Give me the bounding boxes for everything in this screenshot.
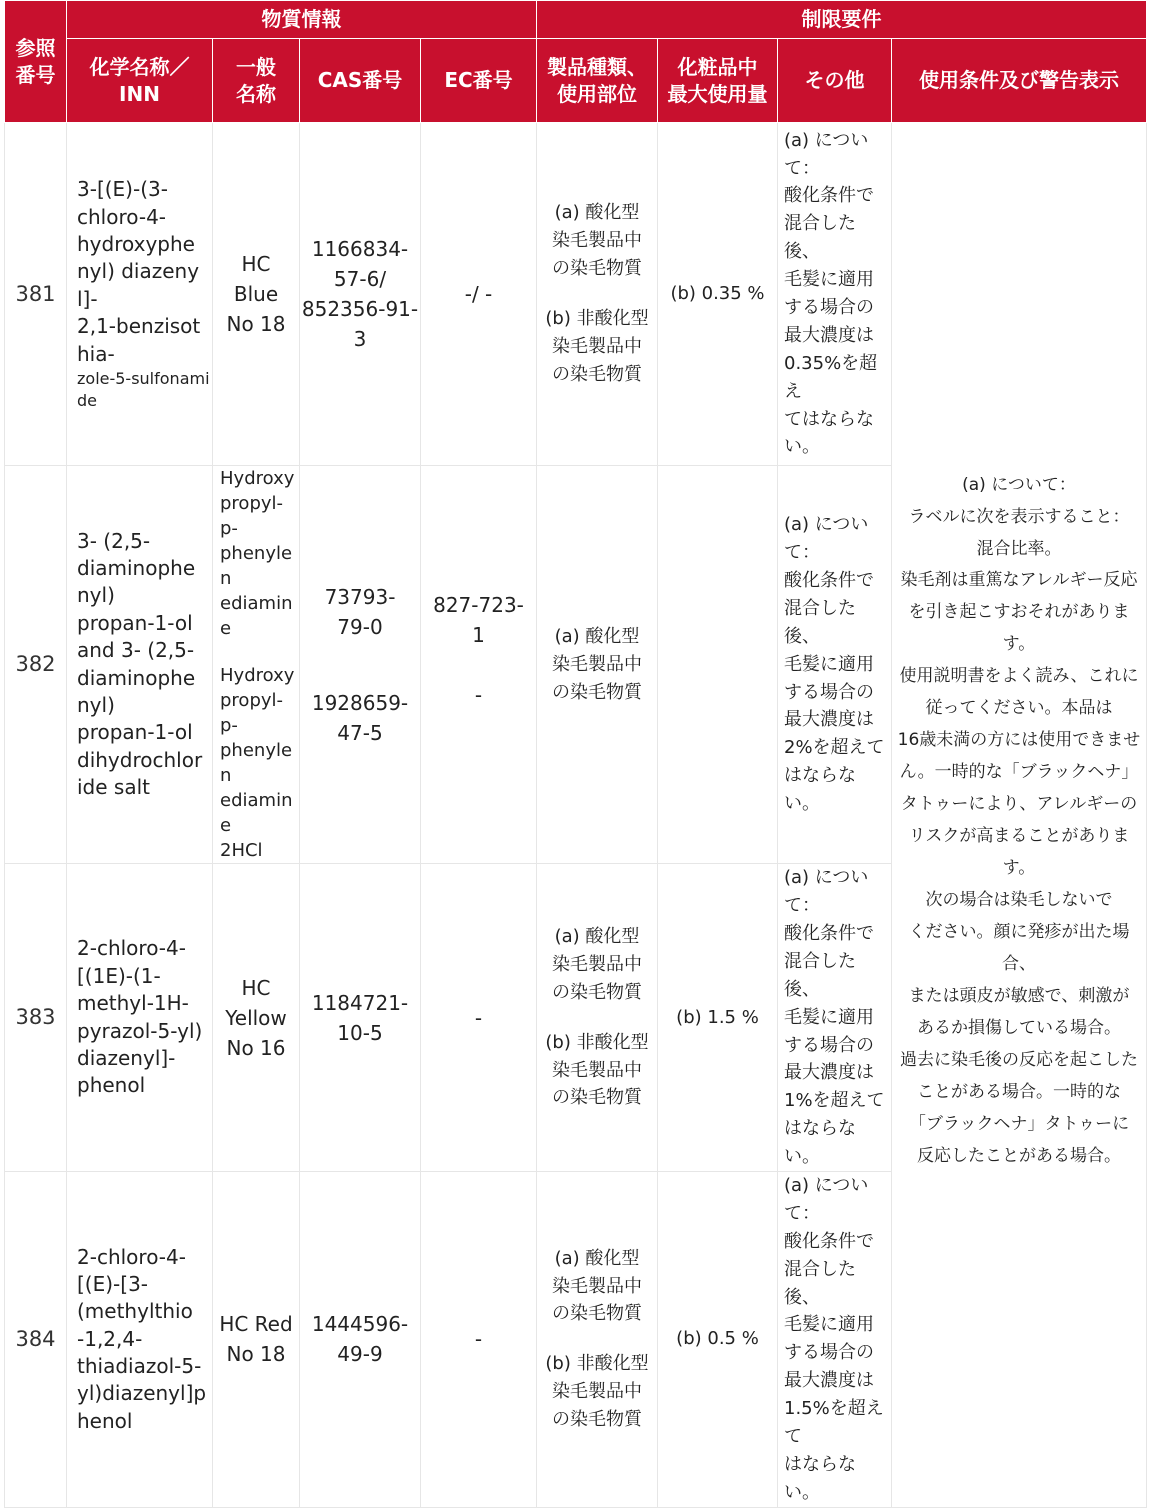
other-conditions: (a) について： 酸化条件で 混合した後、 毛髪に適用 する場合の 最大濃度は 1.5%を超えて はならない。 bbox=[778, 1172, 892, 1508]
other-conditions: (a) について： 酸化条件で 混合した後、 毛髪に適用 する場合の 最大濃度は 1%を超えて はならない。 bbox=[778, 864, 892, 1172]
generic-name: HC Yellow No 16 bbox=[213, 864, 300, 1172]
product-type: (a) 酸化型 染毛製品中 の染毛物質 (b) 非酸化型 染毛製品中 の染毛物質 bbox=[537, 864, 658, 1172]
header-ref-number: 参照 番号 bbox=[5, 1, 67, 123]
ec-number: 827-723- 1 - bbox=[421, 466, 537, 864]
ref-number: 383 bbox=[5, 864, 67, 1172]
cas-number: 1444596- 49-9 bbox=[300, 1172, 421, 1508]
header-ec-number: EC番号 bbox=[421, 39, 537, 123]
chemical-name: 3- (2,5- diaminophe nyl) propan-1-ol and 3- (2,5- diaminophe nyl) propan-1-ol dihydrochlor ide salt bbox=[67, 466, 213, 864]
chemical-name: 2-chloro-4- [(E)-[3- (methylthio -1,2,4- thiadiazol-5- yl)diazenyl]p henol bbox=[67, 1172, 213, 1508]
header-restrictions: 制限要件 bbox=[537, 1, 1147, 39]
chemical-name: 2-chloro-4- [(1E)-(1- methyl-1H- pyrazol-5-yl) diazenyl]- phenol bbox=[67, 864, 213, 1172]
product-type: (a) 酸化型 染毛製品中 の染毛物質 (b) 非酸化型 染毛製品中 の染毛物質 bbox=[537, 123, 658, 466]
header-max-concentration: 化粧品中 最大使用量 bbox=[658, 39, 778, 123]
other-conditions: (a) について： 酸化条件で 混合した後、 毛髪に適用 する場合の 最大濃度は 0.35%を超え てはならない。 bbox=[778, 123, 892, 466]
ec-number: - bbox=[421, 864, 537, 1172]
header-product-type: 製品種類、 使用部位 bbox=[537, 39, 658, 123]
ec-number: -/ - bbox=[421, 123, 537, 466]
product-type: (a) 酸化型 染毛製品中 の染毛物質 (b) 非酸化型 染毛製品中 の染毛物質 bbox=[537, 1172, 658, 1508]
generic-name: HC Red No 18 bbox=[213, 1172, 300, 1508]
max-concentration: (b) 0.5 % bbox=[658, 1172, 778, 1508]
max-concentration bbox=[658, 466, 778, 864]
ec-number: - bbox=[421, 1172, 537, 1508]
ref-number: 382 bbox=[5, 466, 67, 864]
header-chemical-name: 化学名称／ INN bbox=[67, 39, 213, 123]
table-row bbox=[5, 123, 1147, 466]
cas-number: 1184721- 10-5 bbox=[300, 864, 421, 1172]
header-other: その他 bbox=[778, 39, 892, 123]
regulation-table bbox=[4, 0, 1147, 1508]
cas-number: 1166834- 57-6/ 852356-91-3 bbox=[300, 123, 421, 466]
max-concentration: (b) 1.5 % bbox=[658, 864, 778, 1172]
cas-number: 73793- 79-0 1928659- 47-5 bbox=[300, 466, 421, 864]
conditions-empty bbox=[892, 123, 1147, 466]
table-row bbox=[5, 466, 1147, 864]
header-cas-number: CAS番号 bbox=[300, 39, 421, 123]
header-generic-name: 一般 名称 bbox=[213, 39, 300, 123]
product-type: (a) 酸化型 染毛製品中 の染毛物質 bbox=[537, 466, 658, 864]
header-substance-info: 物質情報 bbox=[67, 1, 537, 39]
ref-number: 384 bbox=[5, 1172, 67, 1508]
max-concentration: (b) 0.35 % bbox=[658, 123, 778, 466]
header-conditions-warnings: 使用条件及び警告表示 bbox=[892, 39, 1147, 123]
generic-name: HC Blue No 18 bbox=[213, 123, 300, 466]
conditions-warnings: (a) について： ラベルに次を表示すること： 混合比率。 染毛剤は重篤なアレルギー反応 を引き起こすおそれがあります。 使用説明書をよく読み、これに 従ってください。本品は 16歳未満の方には使用できませ ん。一時的な「ブラックヘナ」 タトゥーにより、アレルギーの リスクが高まることがあります。 次の場合は染毛しないで ください。顔に発疹が出た場合、 または頭皮が敏感で、刺激が あるか損傷している場合。 過去に染毛後の反応を起こした ことがある場合。一時的な 「ブラックヘナ」タトゥーに 反応したことがある場合。 bbox=[892, 466, 1147, 1508]
ref-number: 381 bbox=[5, 123, 67, 466]
generic-name: Hydroxy propyl- p- phenylen ediamine Hydroxy propyl- p- phenylen ediamine 2HCl bbox=[213, 466, 300, 864]
chemical-name: 3-[(E)-(3- chloro-4- hydroxyphe nyl) diazenyl]- 2,1-benzisothia- zole-5-sulfonamide bbox=[67, 123, 213, 466]
other-conditions: (a) について： 酸化条件で 混合した後、 毛髪に適用 する場合の 最大濃度は 2%を超えて はならない。 bbox=[778, 466, 892, 864]
